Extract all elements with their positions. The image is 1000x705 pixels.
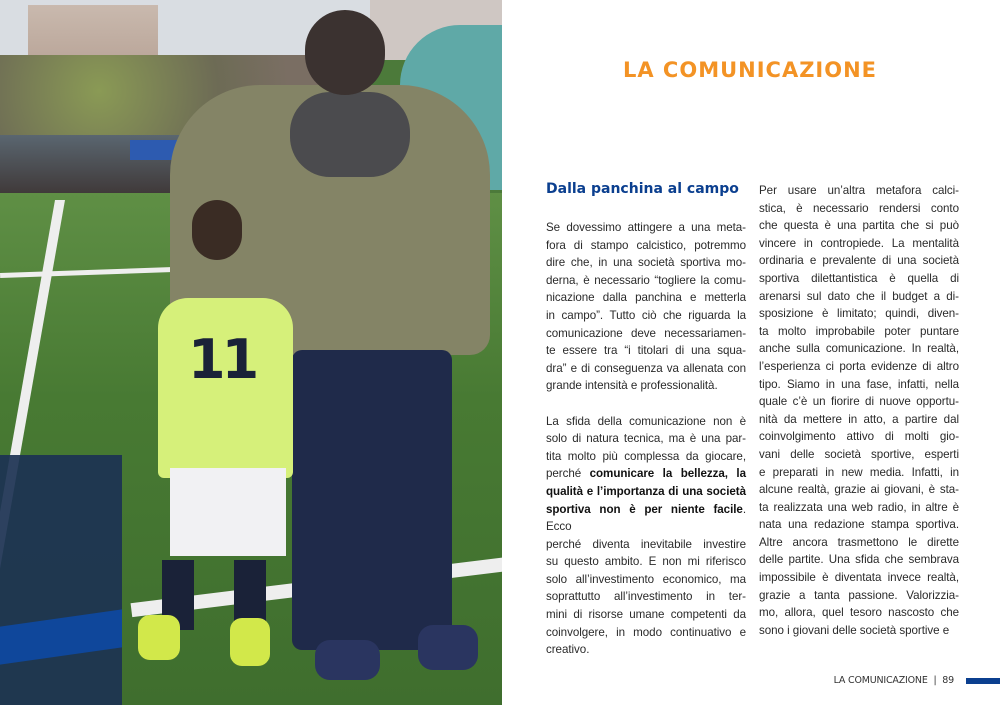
father-shoe <box>315 640 380 680</box>
text-line <box>759 217 959 235</box>
text-line <box>546 289 746 307</box>
text-line <box>546 272 746 290</box>
footer-section: LA COMUNICAZIONE <box>833 675 928 686</box>
page-number: 89 <box>942 675 954 686</box>
text-line <box>546 483 746 501</box>
text: mo, allora, quel tesoro nascosto che <box>759 606 959 620</box>
text: alcune realtà, grazie ai giovani, è sta- <box>759 483 959 497</box>
text-line <box>546 377 746 395</box>
text: solo all’investimento economico, ma <box>546 572 746 586</box>
text-line <box>546 342 746 360</box>
text: perché <box>546 467 590 481</box>
text: solo di natura tecnica, ma è una par- <box>546 432 746 446</box>
text: comunicazione deve necessariamen- <box>546 326 746 340</box>
text: te essere tra “i titolari di una squa- <box>546 344 746 358</box>
text-line <box>759 252 959 270</box>
text-line <box>759 200 959 218</box>
text: su questo ambito. E non mi riferisco <box>546 555 746 569</box>
text: nità da mettere in atto, a partire dal <box>759 412 959 426</box>
text: in campo”. Tutto ciò che riguarda la <box>546 308 746 322</box>
text: stica, è necessario rendersi conto <box>759 201 959 215</box>
text: sportiva dilettantistica è quella di <box>759 271 959 285</box>
text-line <box>546 465 746 483</box>
text: ta realizzata una web radio, in altre è <box>759 500 959 514</box>
text: derna, è necessario “togliere la comu- <box>546 273 746 287</box>
text: sono i giovani delle società sportive e <box>759 623 950 637</box>
text-line <box>759 411 959 429</box>
bold-text: sportiva non è per niente facile <box>546 502 743 516</box>
text: che questa è una partita che si può <box>759 219 959 233</box>
text-line <box>759 182 959 200</box>
paragraph <box>546 413 746 659</box>
text-line <box>546 624 746 642</box>
text-line <box>759 481 959 499</box>
text: tipo. Siamo in una fase, infatti, nella <box>759 377 959 391</box>
text-line <box>759 376 959 394</box>
footer-separator: | <box>933 675 937 686</box>
father-head <box>305 10 385 95</box>
text-line <box>546 325 746 343</box>
text: dire che, in una società sportiva mo- <box>546 256 746 270</box>
text-line <box>546 360 746 378</box>
text-line <box>759 587 959 605</box>
text: e preparati in new media. Infatti, in <box>759 465 959 479</box>
text-line <box>759 622 959 640</box>
text-line <box>546 448 746 466</box>
text: ordinaria e prevalente di una società <box>759 254 959 268</box>
text: quale c’è un fiorire di nuove opportu- <box>759 395 959 409</box>
child-shoe <box>230 618 270 666</box>
text-line <box>759 235 959 253</box>
text: grazie a tanta passione. Valorizzia- <box>759 588 959 602</box>
paragraph <box>759 182 959 639</box>
page-title: LA COMUNICAZIONE <box>622 58 878 82</box>
text: fora di stampo calcistico, potremmo <box>546 238 746 252</box>
text-line <box>759 270 959 288</box>
section-subheading: Dalla panchina al campo <box>546 181 739 197</box>
text-line <box>759 323 959 341</box>
text: mini di risorse umane competenti da <box>546 608 746 622</box>
text: nicazione dalla panchina e metterla <box>546 291 746 305</box>
text-line <box>546 219 746 237</box>
text-line <box>546 254 746 272</box>
text: La sfida della comunicazione non è <box>546 414 746 428</box>
text-line <box>546 237 746 255</box>
text: tita molto più complessa da giocare, <box>546 449 746 463</box>
father-shoe <box>418 625 478 670</box>
text: ta molto improbabile poter puntare <box>759 324 959 338</box>
text: sposizione è limitato; quindi, diven- <box>759 307 959 321</box>
text-line <box>546 501 746 536</box>
text: coinvolgimento attivo di molti gio- <box>759 430 959 444</box>
text: Altre ancora trasmettono le dirette <box>759 535 959 549</box>
text: Se dovessimo attingere a una meta- <box>546 221 746 234</box>
text-line <box>546 606 746 624</box>
text-line <box>759 446 959 464</box>
text-line <box>546 553 746 571</box>
text: grande intensità e professionalità. <box>546 379 718 393</box>
text-line <box>546 430 746 448</box>
text: l’esperienza ci porta evidenze di altro <box>759 359 959 373</box>
text-line <box>546 571 746 589</box>
paragraph <box>546 219 746 395</box>
father-hood <box>290 92 410 177</box>
text-line <box>759 340 959 358</box>
text-line <box>759 499 959 517</box>
footer-accent-bar <box>966 678 1000 684</box>
father-trousers <box>292 350 452 650</box>
text: coinvolgere, in modo continuativo e <box>546 625 746 639</box>
text: . Ecco <box>546 502 746 534</box>
text: anche sulla comunicazione. In realtà, <box>759 342 959 356</box>
text: perché diventa inevitabile investire <box>546 537 746 551</box>
text-line <box>759 569 959 587</box>
text-column-1 <box>546 219 746 676</box>
text-line <box>759 551 959 569</box>
child-shorts <box>170 468 286 556</box>
text-line <box>759 358 959 376</box>
text: nata una redazione stampa sportiva. <box>759 518 959 532</box>
text-line <box>546 307 746 325</box>
text-line <box>759 464 959 482</box>
text-line <box>759 516 959 534</box>
text-line <box>759 305 959 323</box>
page-footer <box>834 675 954 686</box>
text: vani delle società sportive, esperti <box>759 447 959 461</box>
text: dra” e di conseguenza va allenata con <box>546 361 746 375</box>
text: creativo. <box>546 643 590 657</box>
text-line <box>546 588 746 606</box>
text-line <box>759 393 959 411</box>
text: impossibile è diventata invece realtà, <box>759 571 959 585</box>
text-column-2 <box>759 182 959 657</box>
child-head <box>192 200 242 260</box>
child-shoe <box>138 615 180 660</box>
text-line <box>546 641 746 659</box>
text-line <box>759 288 959 306</box>
text-line <box>546 413 746 431</box>
bold-text: comunicare la bellezza, la <box>589 467 746 481</box>
blue-overlay-block <box>0 455 122 705</box>
text-line <box>759 428 959 446</box>
text: arenarsi sul dato che il budget a di- <box>759 289 959 303</box>
text: soprattutto all’investimento in ter- <box>546 590 746 604</box>
text-line <box>759 604 959 622</box>
text: Per usare un’altra metafora calci- <box>759 184 959 197</box>
text-line <box>759 534 959 552</box>
jersey-number: 11 <box>188 328 256 391</box>
bold-text: qualità e l’importanza di una società <box>546 484 746 498</box>
text-line <box>546 536 746 554</box>
text: vincere in contropiede. La mentalità <box>759 236 959 250</box>
text: delle partite. Una sfida che sembrava <box>759 553 959 567</box>
